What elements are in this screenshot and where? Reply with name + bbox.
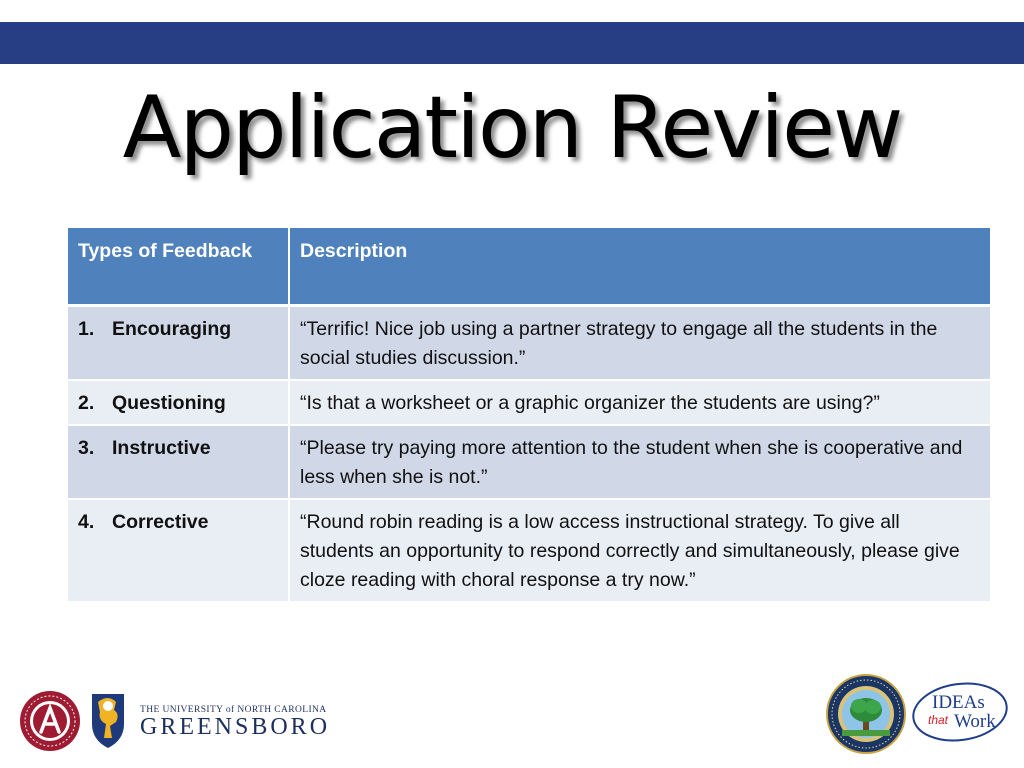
- feedback-type-cell: [68, 306, 289, 381]
- feedback-description: “Is that a worksheet or a graphic organizer the students are using?”: [289, 380, 990, 425]
- work-text: Work: [954, 711, 996, 732]
- table-row: [68, 499, 990, 602]
- row-number: 4.: [78, 511, 95, 533]
- top-band: [0, 22, 1024, 64]
- feedback-type: Encouraging: [112, 318, 232, 340]
- feedback-type: Corrective: [112, 511, 209, 533]
- table-row: [68, 425, 990, 499]
- that-text: that: [928, 713, 949, 727]
- feedback-type-cell: [68, 499, 289, 602]
- feedback-type: Instructive: [112, 437, 211, 459]
- alabama-a-logo: [19, 690, 81, 752]
- doe-seal-icon: [826, 674, 906, 754]
- row-number: 2.: [78, 392, 95, 414]
- ideas-text: IDEAs: [932, 692, 985, 713]
- table-row: [68, 306, 990, 381]
- spartan-icon: [86, 688, 130, 750]
- ideas-that-work-logo: [910, 678, 1010, 744]
- feedback-description: “Please try paying more attention to the student when she is cooperative and less when she is not.”: [289, 425, 990, 499]
- feedback-type-cell: [68, 380, 289, 425]
- table-header-row: [68, 228, 990, 306]
- header-description: Description: [289, 228, 990, 306]
- uncg-big-text: GREENSBORO: [140, 714, 331, 740]
- feedback-type: Questioning: [112, 392, 226, 414]
- table-row: [68, 380, 990, 425]
- slide-title: Application Review: [122, 78, 902, 178]
- feedback-table: [68, 228, 990, 603]
- uncg-wordmark: [140, 705, 330, 741]
- feedback-type-cell: [68, 425, 289, 499]
- row-number: 1.: [78, 318, 95, 340]
- feedback-description: “Terrific! Nice job using a partner strategy to engage all the students in the social studies discussion.”: [289, 306, 990, 381]
- feedback-description: “Round robin reading is a low access instructional strategy. To give all students an opportunity to respond correctly and simultaneously, please give cloze reading with choral response a try now.”: [289, 499, 990, 602]
- uncg-small-text: THE UNIVERSITY of NORTH CAROLINA: [140, 705, 327, 715]
- header-types: Types of Feedback: [68, 228, 289, 306]
- row-number: 3.: [78, 437, 95, 459]
